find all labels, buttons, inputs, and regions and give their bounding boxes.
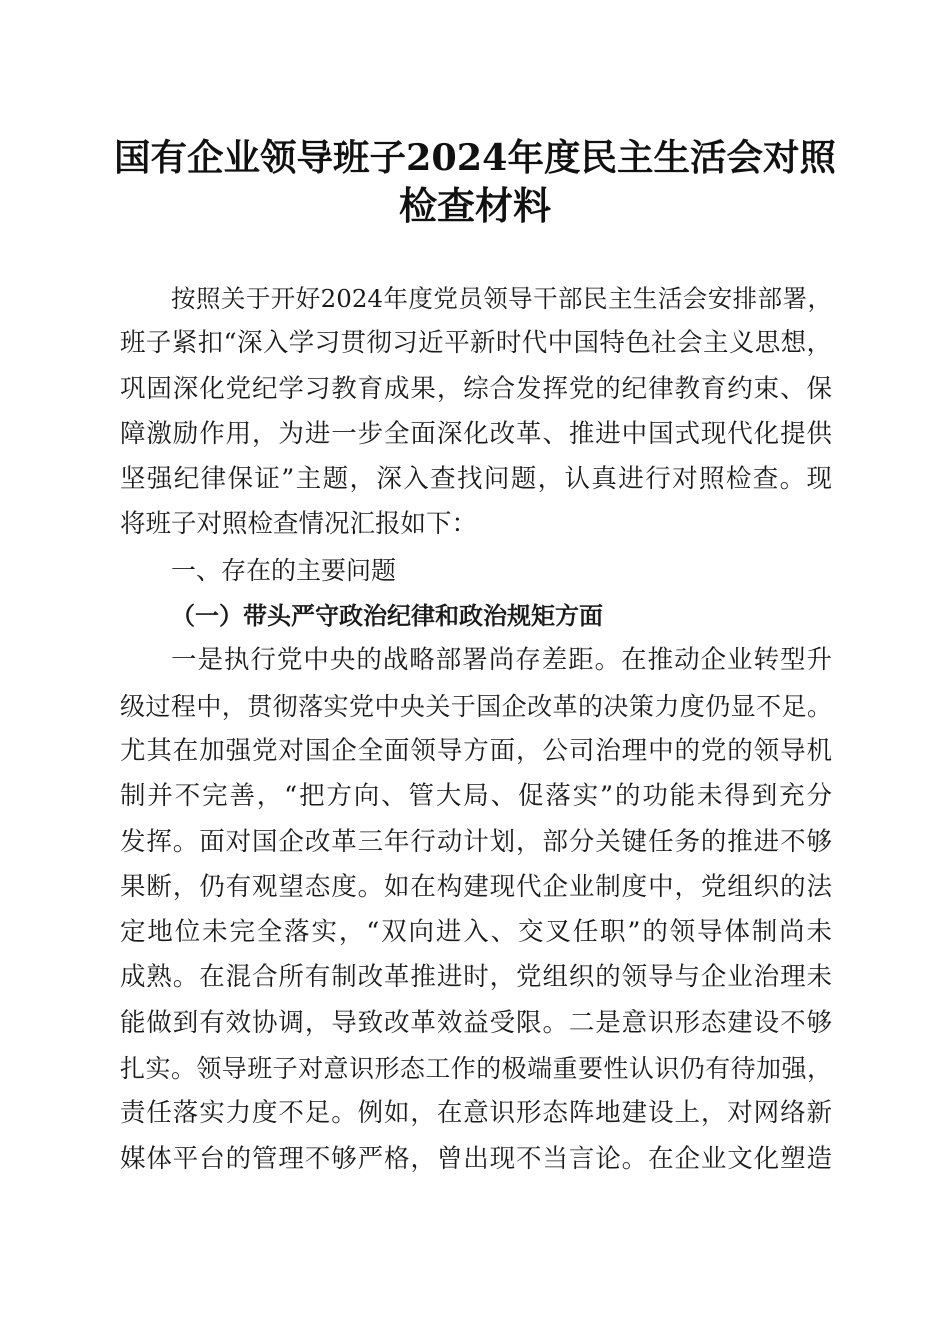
paragraph-line: 能做到有效协调，导致改革效益受限。二是意识形态建设不够 <box>120 1007 832 1038</box>
paragraph-line: 巩固深化党纪学习教育成果，综合发挥党的纪律教育约束、保 <box>120 373 832 404</box>
paragraph-line: 级过程中，贯彻落实党中央关于国企改革的决策力度仍显不足。 <box>120 691 832 721</box>
paragraph-line: 发挥。面对国企改革三年行动计划，部分关键任务的推进不够 <box>120 826 832 857</box>
paragraph-line: 成熟。在混合所有制改革推进时，党组织的领导与企业治理未 <box>120 962 832 993</box>
document-title-line-1: 国有企业领导班子2024年度民主生活会对照 <box>113 136 837 179</box>
paragraph-line: 坚强纪律保证”主题，深入查找问题，认真进行对照检查。现 <box>120 464 832 495</box>
paragraph-line: 将班子对照检查情况汇报如下： <box>120 509 478 540</box>
paragraph-line: 定地位未完全落实，“双向进入、交叉任职”的领导体制尚未 <box>120 917 832 948</box>
document-title-line-2: 检查材料 <box>398 183 551 228</box>
paragraph-line: 扎实。领导班子对意识形态工作的极端重要性认识仍有待加强， <box>120 1054 832 1084</box>
subsection-heading: （一）带头严守政治纪律和政治规矩方面 <box>171 601 603 631</box>
paragraph-line: 按照关于开好2024年度党员领导干部民主生活会安排部署， <box>171 284 832 313</box>
section-heading: 一、存在的主要问题 <box>171 555 397 585</box>
paragraph-line: 责任落实力度不足。例如，在意识形态阵地建设上，对网络新 <box>120 1098 832 1129</box>
paragraph-line: 尤其在加强党对国企全面领导方面，公司治理中的党的领导机 <box>120 735 832 766</box>
paragraph-line: 班子紧扣“深入学习贯彻习近平新时代中国特色社会主义思想， <box>120 328 832 359</box>
paragraph-line: 果断，仍有观望态度。如在构建现代企业制度中，党组织的法 <box>120 871 832 902</box>
paragraph-line: 媒体平台的管理不够严格，曾出现不当言论。在企业文化塑造 <box>120 1143 832 1174</box>
paragraph-line: 障激励作用，为进一步全面深化改革、推进中国式现代化提供 <box>120 418 832 449</box>
document-body <box>120 276 832 1182</box>
paragraph-line: 一是执行党中央的战略部署尚存差距。在推动企业转型升 <box>171 645 832 676</box>
paragraph-line: 制并不完善，“把方向、管大局、促落实”的功能未得到充分 <box>120 781 832 812</box>
